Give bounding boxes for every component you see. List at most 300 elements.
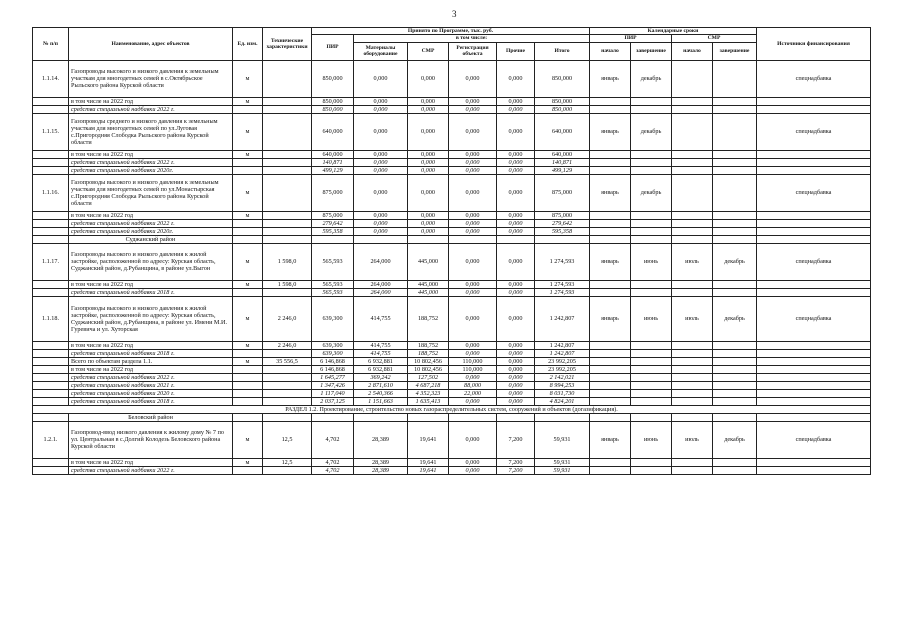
pir-value: 850,000 xyxy=(312,97,354,105)
materials-value: 0,000 xyxy=(354,158,408,166)
funding-source xyxy=(757,458,871,466)
smr-value: 445,000 xyxy=(408,243,449,280)
pir-value: 875,000 xyxy=(312,211,354,219)
row-index: 1.1.15. xyxy=(33,113,69,150)
tech-spec: 1 598,0 xyxy=(263,280,312,288)
tech-spec xyxy=(263,397,312,405)
unit: м xyxy=(233,421,263,458)
unit xyxy=(233,397,263,405)
smr-value: 188,752 xyxy=(408,349,449,357)
total-value: 2 142,021 xyxy=(535,373,590,381)
smr-start xyxy=(672,105,713,113)
smr-start xyxy=(672,365,713,373)
smr-value: 0,000 xyxy=(408,150,449,158)
other-value: 0,000 xyxy=(497,389,535,397)
registration-value: 0,000 xyxy=(449,421,497,458)
smr-end xyxy=(713,105,757,113)
pir-end: июнь xyxy=(631,296,672,341)
total-value: 1 242,807 xyxy=(535,296,590,341)
funding-source xyxy=(757,389,871,397)
registration-value: 110,000 xyxy=(449,357,497,365)
pir-end xyxy=(631,357,672,365)
smr-value: 4 687,218 xyxy=(408,381,449,389)
funding-source xyxy=(757,280,871,288)
smr-end xyxy=(713,389,757,397)
pir-end xyxy=(631,389,672,397)
pir-value: 639,300 xyxy=(312,296,354,341)
unit xyxy=(233,365,263,373)
other-value: 0,000 xyxy=(497,349,535,357)
funding-source xyxy=(757,211,871,219)
pir-value: 140,871 xyxy=(312,158,354,166)
pir-end xyxy=(631,458,672,466)
unit xyxy=(233,158,263,166)
tech-spec xyxy=(263,113,312,150)
blank-cell xyxy=(757,235,871,243)
registration-value: 0,000 xyxy=(449,113,497,150)
object-row xyxy=(33,421,871,458)
object-name: средства специальной надбавки 2020г. xyxy=(69,227,233,235)
smr-start xyxy=(672,211,713,219)
total-value: 8 994,253 xyxy=(535,381,590,389)
smr-start: июль xyxy=(672,421,713,458)
blank-cell xyxy=(233,413,263,421)
other-value: 0,000 xyxy=(497,357,535,365)
smr-start: июль xyxy=(672,296,713,341)
blank-cell xyxy=(263,413,312,421)
funding-source xyxy=(757,227,871,235)
funding-source: спецнадбавка xyxy=(757,421,871,458)
pir-start xyxy=(590,97,631,105)
smr-end xyxy=(713,174,757,211)
header-calendar: Календарные сроки xyxy=(590,28,757,35)
header-cal-smr: СМР xyxy=(672,35,757,42)
pir-end xyxy=(631,166,672,174)
row-index xyxy=(33,280,69,288)
materials-value: 264,000 xyxy=(354,280,408,288)
row-index xyxy=(33,166,69,174)
tech-spec xyxy=(263,97,312,105)
pir-value: 4,702 xyxy=(312,458,354,466)
materials-value: 0,000 xyxy=(354,97,408,105)
object-name: средства специальной надбавки 2022 г. xyxy=(69,373,233,381)
total-value: 23 992,205 xyxy=(535,357,590,365)
other-value: 0,000 xyxy=(497,280,535,288)
smr-value: 0,000 xyxy=(408,166,449,174)
row-index xyxy=(33,158,69,166)
registration-value: 0,000 xyxy=(449,288,497,296)
tech-spec xyxy=(263,381,312,389)
header-tech: Технические характеристики xyxy=(263,28,312,61)
pir-start xyxy=(590,341,631,349)
object-name: средства специальной надбавки 2022 г. xyxy=(69,219,233,227)
object-row xyxy=(33,243,871,280)
pir-start xyxy=(590,219,631,227)
header-cal-pir: ПИР xyxy=(590,35,672,42)
smr-end xyxy=(713,166,757,174)
pir-value: 639,300 xyxy=(312,341,354,349)
pir-value: 850,000 xyxy=(312,105,354,113)
smr-value: 19,641 xyxy=(408,466,449,474)
materials-value: 6 932,881 xyxy=(354,365,408,373)
row-index xyxy=(33,227,69,235)
total-value: 1 274,593 xyxy=(535,280,590,288)
object-name: в том числе на 2022 год xyxy=(69,150,233,158)
object-name: средства специальной надбавки 2018 г. xyxy=(69,397,233,405)
total-value: 59,931 xyxy=(535,421,590,458)
smr-value: 0,000 xyxy=(408,60,449,97)
object-name: Газопровод-ввод низкого давления к жилому дому № 7 по ул. Центральная в с.Долгий Колодезь Беловского района Курской области xyxy=(69,421,233,458)
registration-value: 0,000 xyxy=(449,397,497,405)
object-name: средства специальной надбавки 2020 г. xyxy=(69,389,233,397)
row-index xyxy=(33,341,69,349)
smr-start xyxy=(672,288,713,296)
smr-value: 0,000 xyxy=(408,113,449,150)
tech-spec xyxy=(263,150,312,158)
tech-spec xyxy=(263,166,312,174)
pir-start xyxy=(590,397,631,405)
unit: м xyxy=(233,341,263,349)
header-smr-end: завершение xyxy=(713,42,757,60)
materials-value: 0,000 xyxy=(354,166,408,174)
unit: м xyxy=(233,97,263,105)
pir-start: январь xyxy=(590,421,631,458)
other-value: 7,200 xyxy=(497,466,535,474)
registration-value: 0,000 xyxy=(449,174,497,211)
funding-source xyxy=(757,288,871,296)
header-unit: Ед. изм. xyxy=(233,28,263,61)
funding-source xyxy=(757,341,871,349)
pir-start xyxy=(590,389,631,397)
smr-end xyxy=(713,458,757,466)
materials-value: 2 540,366 xyxy=(354,389,408,397)
other-value: 0,000 xyxy=(497,113,535,150)
unit: м xyxy=(233,60,263,97)
funding-source xyxy=(757,166,871,174)
table-header xyxy=(33,28,871,61)
other-value: 0,000 xyxy=(497,219,535,227)
other-value: 0,000 xyxy=(497,211,535,219)
pir-end: декабрь xyxy=(631,60,672,97)
object-name: Всего по объектам раздела 1.1. xyxy=(69,357,233,365)
pir-value: 1 347,426 xyxy=(312,381,354,389)
materials-value: 0,000 xyxy=(354,174,408,211)
row-index xyxy=(33,105,69,113)
other-value: 0,000 xyxy=(497,373,535,381)
smr-end xyxy=(713,373,757,381)
header-mat: Материалы оборудование xyxy=(354,42,408,60)
row-index xyxy=(33,150,69,158)
row-index: 1.1.17. xyxy=(33,243,69,280)
pir-value: 6 146,868 xyxy=(312,357,354,365)
pir-start: январь xyxy=(590,174,631,211)
row-index xyxy=(33,458,69,466)
total-value: 279,642 xyxy=(535,219,590,227)
pir-end xyxy=(631,466,672,474)
object-row xyxy=(33,113,871,150)
funding-source xyxy=(757,97,871,105)
smr-start xyxy=(672,357,713,365)
other-value: 0,000 xyxy=(497,174,535,211)
smr-start xyxy=(672,341,713,349)
row-index xyxy=(33,381,69,389)
materials-value: 264,000 xyxy=(354,243,408,280)
smr-value: 445,000 xyxy=(408,280,449,288)
total-value: 499,129 xyxy=(535,166,590,174)
subtotal-row xyxy=(33,219,871,227)
smr-end xyxy=(713,288,757,296)
materials-value: 0,000 xyxy=(354,113,408,150)
pir-end: декабрь xyxy=(631,174,672,211)
registration-value: 22,000 xyxy=(449,389,497,397)
unit: м xyxy=(233,243,263,280)
pir-start: январь xyxy=(590,60,631,97)
funding-source xyxy=(757,373,871,381)
row-index xyxy=(33,357,69,365)
pir-end xyxy=(631,105,672,113)
pir-value: 1 117,040 xyxy=(312,389,354,397)
header-source: Источники финансирования xyxy=(757,28,871,61)
registration-value: 0,000 xyxy=(449,150,497,158)
unit xyxy=(233,288,263,296)
tech-spec: 12,5 xyxy=(263,421,312,458)
header-program: Принято по Программе, тыс. руб. xyxy=(312,28,590,35)
funding-source: спецнадбавка xyxy=(757,113,871,150)
smr-end xyxy=(713,113,757,150)
registration-value: 0,000 xyxy=(449,105,497,113)
registration-value: 0,000 xyxy=(449,466,497,474)
row-index xyxy=(33,365,69,373)
materials-value: 28,389 xyxy=(354,466,408,474)
smr-start xyxy=(672,458,713,466)
smr-start xyxy=(672,219,713,227)
district-heading-row xyxy=(33,235,871,243)
total-value: 23 992,205 xyxy=(535,365,590,373)
unit xyxy=(233,166,263,174)
object-name: Газопроводы высокого и низкого давления к жилой застройке, расположенной по адресу: Курская область, Суджанский район, д.Рубанщина, в районе ул. Имени М.И. Гуревича и ул. Хуторская xyxy=(69,296,233,341)
materials-value: 369,242 xyxy=(354,373,408,381)
row-index xyxy=(33,389,69,397)
district-heading-row xyxy=(33,413,871,421)
object-name: в том числе на 2022 год xyxy=(69,211,233,219)
subtotal-row xyxy=(33,227,871,235)
smr-end xyxy=(713,227,757,235)
pir-value: 4,702 xyxy=(312,421,354,458)
header-pir-end: завершение xyxy=(631,42,672,60)
other-value: 0,000 xyxy=(497,341,535,349)
smr-end xyxy=(713,365,757,373)
blank-cell xyxy=(631,413,672,421)
blank-cell xyxy=(535,413,590,421)
materials-value: 0,000 xyxy=(354,211,408,219)
pir-start: январь xyxy=(590,243,631,280)
funding-source: спецнадбавка xyxy=(757,296,871,341)
pir-end xyxy=(631,158,672,166)
pir-value: 875,000 xyxy=(312,174,354,211)
total-value: 640,000 xyxy=(535,113,590,150)
unit xyxy=(233,466,263,474)
registration-value: 0,000 xyxy=(449,373,497,381)
smr-value: 0,000 xyxy=(408,97,449,105)
smr-start xyxy=(672,349,713,357)
blank-cell xyxy=(33,413,69,421)
pir-value: 4,702 xyxy=(312,466,354,474)
smr-value: 0,000 xyxy=(408,174,449,211)
smr-start xyxy=(672,397,713,405)
registration-value: 0,000 xyxy=(449,227,497,235)
blank-cell xyxy=(233,235,263,243)
header-name: Наименование, адрес объектов xyxy=(69,28,233,61)
pir-end xyxy=(631,97,672,105)
other-value: 0,000 xyxy=(497,60,535,97)
unit xyxy=(233,349,263,357)
object-name: в том числе на 2022 год xyxy=(69,365,233,373)
blank-cell xyxy=(672,235,713,243)
district-heading: Суджанский район xyxy=(69,235,233,243)
funding-source: спецнадбавка xyxy=(757,60,871,97)
pir-start: январь xyxy=(590,296,631,341)
smr-end xyxy=(713,280,757,288)
total-value: 1 274,593 xyxy=(535,288,590,296)
tech-spec xyxy=(263,158,312,166)
pir-end xyxy=(631,227,672,235)
subtotal-row xyxy=(33,166,871,174)
section-heading-row xyxy=(33,405,871,413)
pir-end: июнь xyxy=(631,421,672,458)
smr-end xyxy=(713,349,757,357)
blank-cell xyxy=(449,413,497,421)
pir-value: 565,593 xyxy=(312,288,354,296)
pir-value: 499,129 xyxy=(312,166,354,174)
materials-value: 414,755 xyxy=(354,349,408,357)
header-incl: в том числе: xyxy=(354,35,590,42)
smr-start xyxy=(672,466,713,474)
pir-value: 6 146,868 xyxy=(312,365,354,373)
smr-end xyxy=(713,158,757,166)
blank-cell xyxy=(354,413,408,421)
row-index xyxy=(33,466,69,474)
pir-start xyxy=(590,166,631,174)
unit xyxy=(233,373,263,381)
object-row xyxy=(33,296,871,341)
pir-end xyxy=(631,349,672,357)
pir-start xyxy=(590,365,631,373)
smr-start xyxy=(672,97,713,105)
object-name: средства специальной надбавки 2021 г. xyxy=(69,381,233,389)
registration-value: 0,000 xyxy=(449,166,497,174)
header-total: Итого xyxy=(535,42,590,60)
other-value: 0,000 xyxy=(497,166,535,174)
unit xyxy=(233,105,263,113)
pir-start xyxy=(590,373,631,381)
unit: м xyxy=(233,174,263,211)
smr-end xyxy=(713,466,757,474)
pir-start xyxy=(590,227,631,235)
other-value: 7,200 xyxy=(497,421,535,458)
blank-cell xyxy=(535,235,590,243)
tech-spec xyxy=(263,373,312,381)
unit: м xyxy=(233,296,263,341)
pir-start xyxy=(590,357,631,365)
subtotal-row xyxy=(33,373,871,381)
pir-end xyxy=(631,211,672,219)
funding-source xyxy=(757,105,871,113)
smr-start xyxy=(672,166,713,174)
row-index xyxy=(33,373,69,381)
object-name: Газопроводы высокого и низкого давления к жилой застройке, расположенной по адресу: Курская область, Суджанский район, д.Рубанщина, в районе ул.Выгон xyxy=(69,243,233,280)
unit: м xyxy=(233,458,263,466)
funding-source xyxy=(757,150,871,158)
smr-value: 19,641 xyxy=(408,421,449,458)
header-smr: СМР xyxy=(408,42,449,60)
tech-spec xyxy=(263,227,312,235)
object-row xyxy=(33,174,871,211)
subtotal-row xyxy=(33,97,871,105)
tech-spec xyxy=(263,219,312,227)
blank-cell xyxy=(672,413,713,421)
pir-value: 565,593 xyxy=(312,280,354,288)
smr-end xyxy=(713,150,757,158)
smr-value: 19,641 xyxy=(408,458,449,466)
tech-spec xyxy=(263,349,312,357)
unit: м xyxy=(233,280,263,288)
materials-value: 414,755 xyxy=(354,296,408,341)
registration-value: 0,000 xyxy=(449,280,497,288)
object-name: средства специальной надбавки 2020г. xyxy=(69,166,233,174)
blank-cell xyxy=(354,235,408,243)
pir-start: январь xyxy=(590,113,631,150)
smr-start xyxy=(672,113,713,150)
total-value: 850,000 xyxy=(535,97,590,105)
pir-value: 1 645,277 xyxy=(312,373,354,381)
pir-end: июнь xyxy=(631,243,672,280)
smr-start xyxy=(672,227,713,235)
other-value: 0,000 xyxy=(497,397,535,405)
total-value: 4 824,201 xyxy=(535,397,590,405)
smr-start xyxy=(672,60,713,97)
pir-value: 639,300 xyxy=(312,349,354,357)
tech-spec: 2 246,0 xyxy=(263,341,312,349)
smr-value: 188,752 xyxy=(408,296,449,341)
materials-value: 414,755 xyxy=(354,341,408,349)
smr-end xyxy=(713,341,757,349)
smr-value: 10 802,456 xyxy=(408,365,449,373)
row-index: 1.1.14. xyxy=(33,60,69,97)
tech-spec xyxy=(263,466,312,474)
smr-start xyxy=(672,280,713,288)
materials-value: 28,389 xyxy=(354,421,408,458)
pir-value: 640,000 xyxy=(312,113,354,150)
funding-source xyxy=(757,365,871,373)
unit xyxy=(233,219,263,227)
materials-value: 264,000 xyxy=(354,288,408,296)
funding-source xyxy=(757,219,871,227)
smr-start xyxy=(672,381,713,389)
funding-source xyxy=(757,466,871,474)
pir-value: 640,000 xyxy=(312,150,354,158)
object-name: средства специальной надбавки 2018 г. xyxy=(69,288,233,296)
blank-cell xyxy=(449,235,497,243)
subtotal-row xyxy=(33,150,871,158)
subtotal-row xyxy=(33,458,871,466)
row-index: 1.2.1. xyxy=(33,421,69,458)
materials-value: 0,000 xyxy=(354,60,408,97)
object-name: в том числе на 2022 год xyxy=(69,97,233,105)
materials-value: 1 151,663 xyxy=(354,397,408,405)
smr-value: 0,000 xyxy=(408,158,449,166)
unit: м xyxy=(233,357,263,365)
other-value: 0,000 xyxy=(497,296,535,341)
